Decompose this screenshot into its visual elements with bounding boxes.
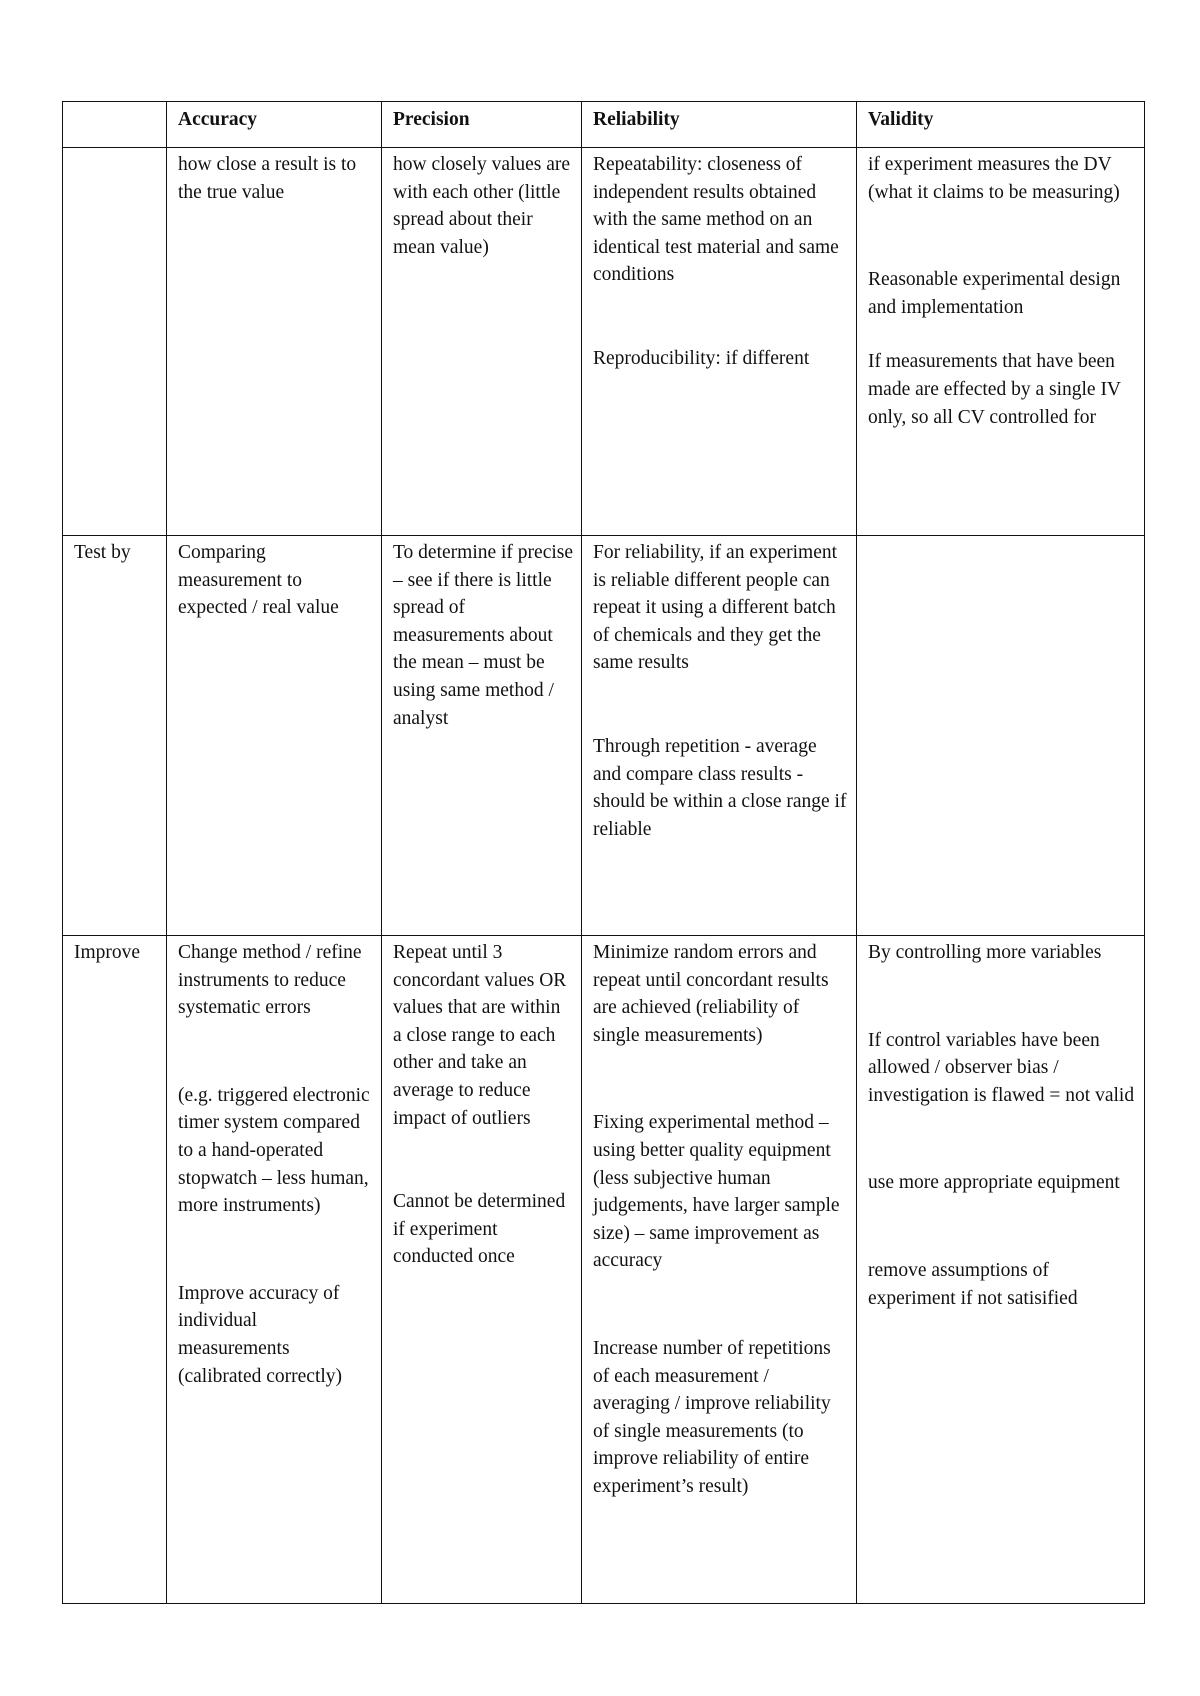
cell-text: Reproducibility: if different [593, 347, 810, 369]
cell-improve-accuracy [167, 936, 382, 1604]
header-validity: Validity [857, 102, 1145, 148]
cell-text: (e.g. triggered electronic timer system compared to a hand-operated stopwatch – less human, more instruments) [178, 1084, 370, 1217]
cell-text: how close a result is to the true value [178, 154, 357, 203]
header-corner [63, 102, 167, 148]
cell-text: If measurements that have been made are effected by a single IV only, so all CV controlled for [868, 351, 1121, 428]
cell-text: Through repetition - average and compare class results - should be within a close range if reliable [593, 735, 847, 840]
header-precision: Precision [382, 102, 582, 148]
cell-text: Repeat until 3 concordant values OR values that are within a close range to each other and take an average to reduce impact of outliers [393, 942, 567, 1129]
test-by-row [63, 536, 1145, 936]
cell-definition-validity [857, 148, 1145, 536]
improve-row [63, 936, 1145, 1604]
cell-improve-reliability [582, 936, 857, 1604]
cell-improve-precision [382, 936, 582, 1604]
cell-text: how closely values are with each other (little spread about their mean value) [393, 154, 571, 258]
cell-definition-reliability [582, 148, 857, 536]
cell-text: If control variables have been allowed / observer bias / investigation is flawed = not valid [868, 1029, 1135, 1106]
cell-text: For reliability, if an experiment is reliable different people can repeat it using a different batch of chemicals and they get the same results [593, 542, 838, 674]
row-label-definition [63, 148, 167, 536]
cell-text: Increase number of repetitions of each measurement / averaging / improve reliability of single measurements (to improve reliability of entire experiment’s result) [593, 1337, 831, 1497]
cell-text: Fixing experimental method – using better quality equipment (less subjective human judgements, have larger sample size) – same improvement as accuracy [593, 1112, 840, 1272]
cell-text: use more appropriate equipment [868, 1172, 1120, 1194]
cell-text: Repeatability: closeness of independent results obtained with the same method on an identical test material and same conditions [593, 154, 839, 286]
cell-text: To determine if precise – see if there is little spread of measurements about the mean – must be using same method / analyst [393, 542, 574, 729]
cell-text: Reasonable experimental design and implementation [868, 269, 1121, 318]
row-label-improve: Improve [63, 936, 167, 1604]
comparison-table [62, 101, 1145, 1604]
cell-test-reliability [582, 536, 857, 936]
header-reliability: Reliability [582, 102, 857, 148]
cell-text: Change method / refine instruments to reduce systematic errors [178, 942, 362, 1019]
cell-text: Minimize random errors and repeat until concordant results are achieved (reliability of single measurements) [593, 942, 829, 1046]
cell-text: By controlling more variables [868, 942, 1102, 963]
cell-text: Comparing measurement to expected / real value [178, 542, 339, 619]
cell-definition-precision [382, 148, 582, 536]
cell-text: if experiment measures the DV (what it claims to be measuring) [868, 154, 1120, 203]
cell-text: Cannot be determined if experiment conducted once [393, 1191, 566, 1268]
cell-text: Improve accuracy of individual measurements (calibrated correctly) [178, 1282, 343, 1387]
cell-test-accuracy [167, 536, 382, 936]
cell-test-precision [382, 536, 582, 936]
cell-definition-accuracy [167, 148, 382, 536]
row-label-test-by: Test by [63, 536, 167, 936]
definition-row [63, 148, 1145, 536]
cell-test-validity [857, 536, 1145, 936]
cell-improve-validity [857, 936, 1145, 1604]
header-row [63, 102, 1145, 148]
header-accuracy: Accuracy [167, 102, 382, 148]
cell-text: remove assumptions of experiment if not satisified [868, 1259, 1078, 1309]
